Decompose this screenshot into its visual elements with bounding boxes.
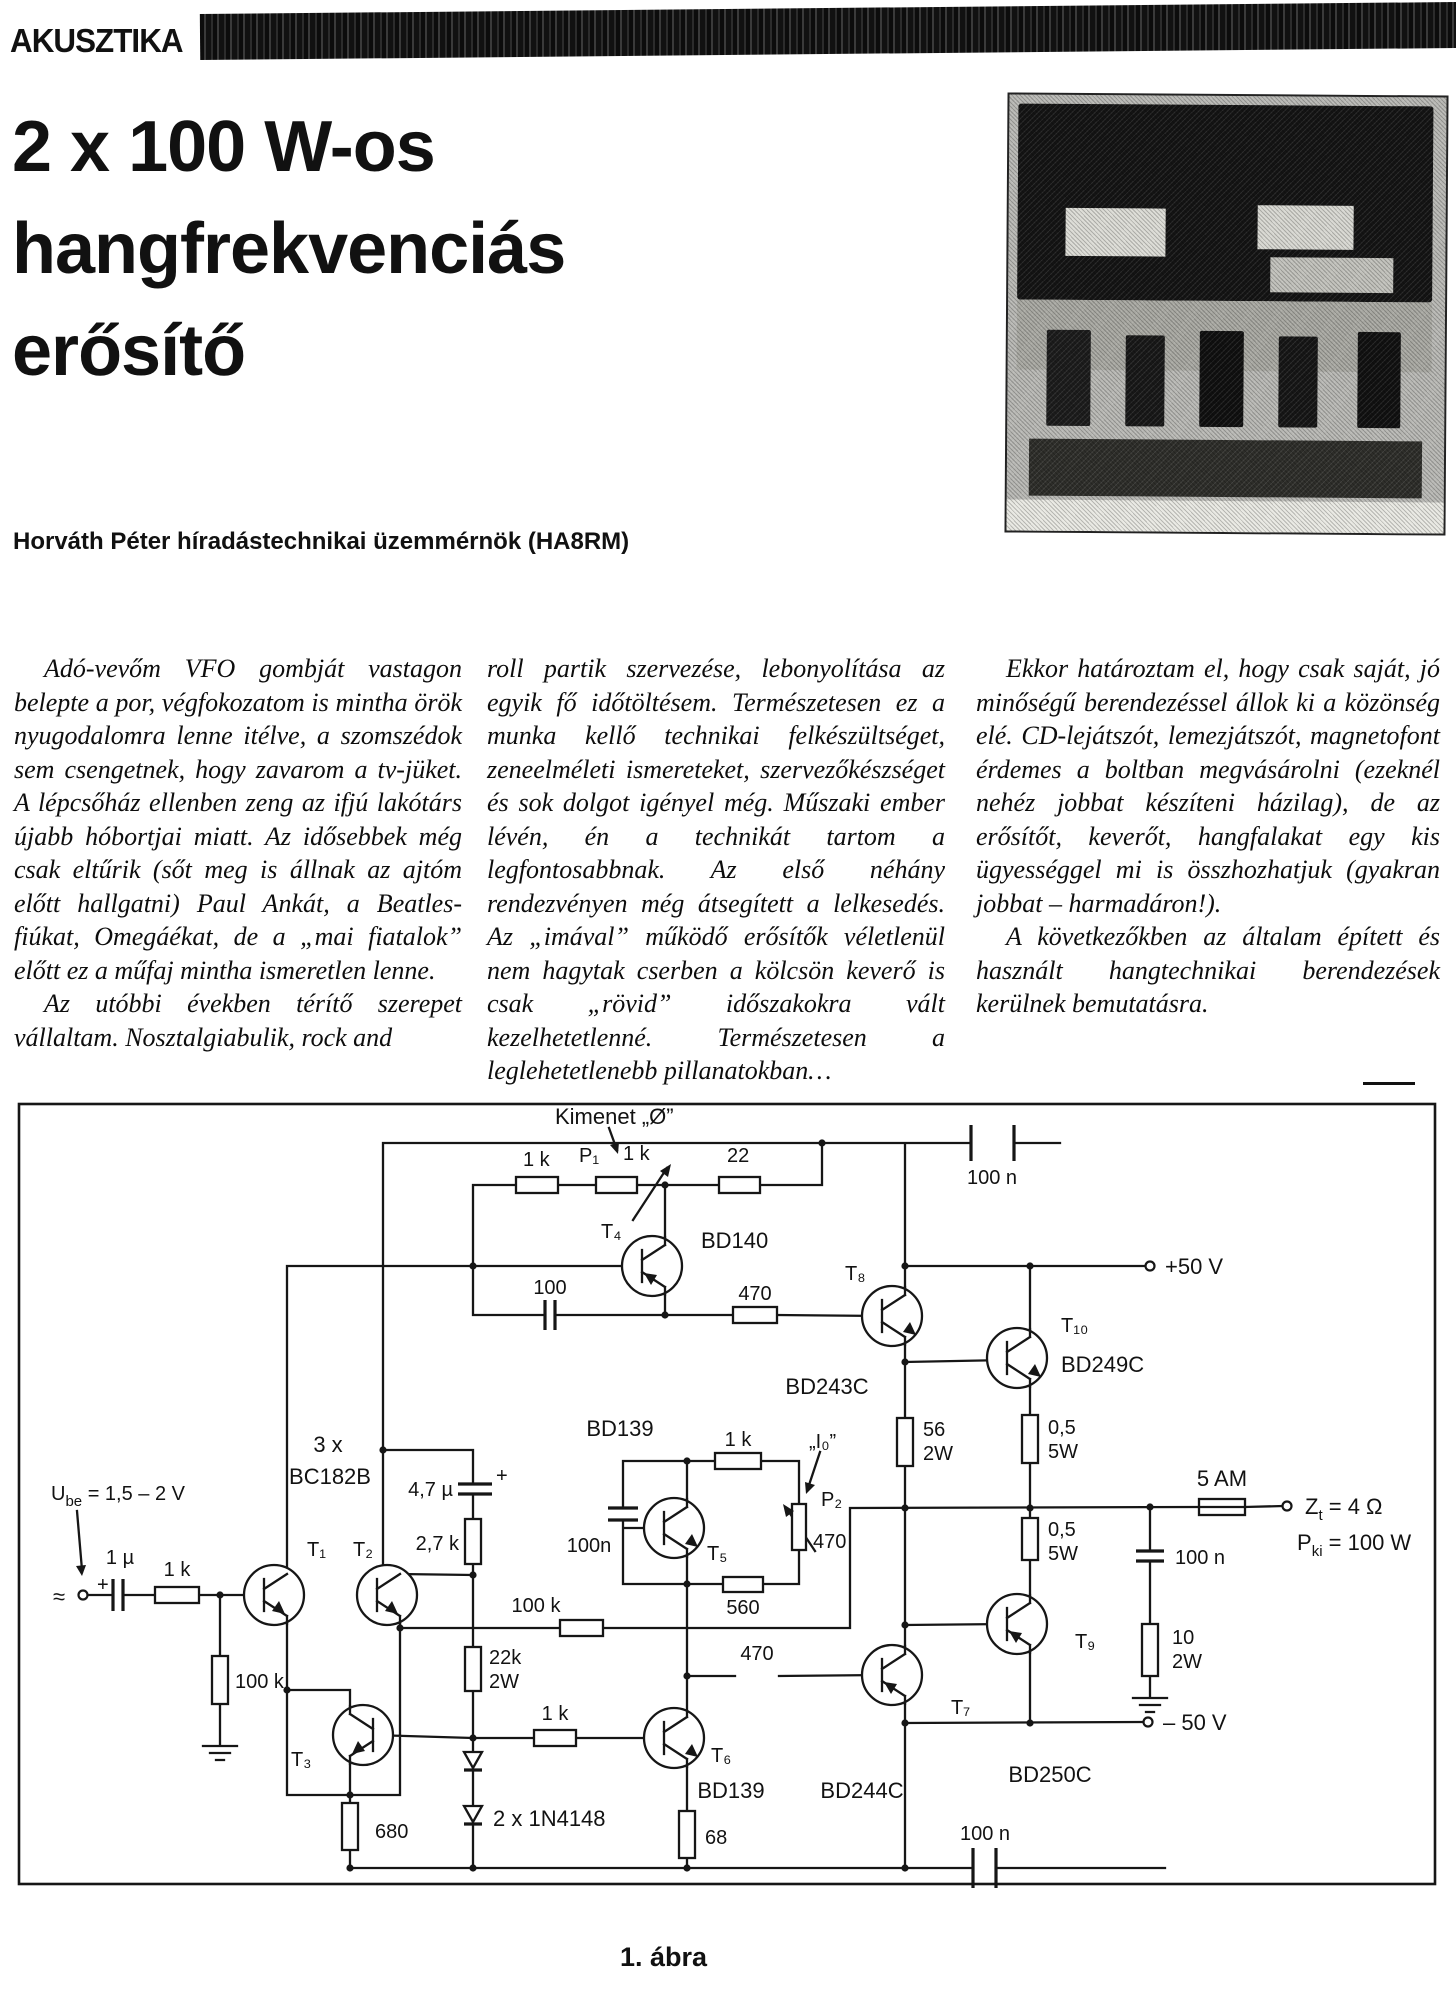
ube-label: $U_{be} = 1,5 - 2$ V	[51, 1483, 185, 1510]
resistor-680	[342, 1803, 358, 1850]
i0-arrow	[805, 1482, 815, 1494]
resistor-100k-input	[212, 1656, 228, 1704]
plus50v-terminal	[1146, 1262, 1155, 1271]
transistor-t8	[862, 1286, 922, 1346]
schematic-figure	[15, 1098, 1440, 1898]
t5-type-label: BD139	[586, 1416, 654, 1441]
transistor-t4	[622, 1236, 682, 1296]
resistor-27k	[465, 1519, 481, 1564]
c100n-top-label: 100 n	[967, 1167, 1018, 1189]
r560-label: 560	[726, 1597, 760, 1619]
r10-label: 10	[1172, 1627, 1195, 1649]
r22k-w-label: 2W	[489, 1671, 519, 1693]
r1k-t6-label: 1 k	[541, 1703, 569, 1725]
t10-label: T₁₀	[1061, 1315, 1089, 1337]
article-end-rule	[1363, 1082, 1415, 1085]
r1k-in-label: 1 k	[163, 1559, 191, 1581]
resistor-05-lower	[1022, 1518, 1038, 1560]
r1k-top-label: 1 k	[523, 1149, 550, 1171]
t2-label: T₂	[353, 1539, 373, 1561]
r56-label: 56	[923, 1419, 946, 1441]
t4-label: T₄	[601, 1221, 622, 1243]
ground-symbol-input	[203, 1746, 237, 1760]
input-terminal	[79, 1591, 88, 1600]
p2-value-label: 470	[813, 1531, 847, 1553]
fuse-label: 5 AM	[1196, 1466, 1248, 1491]
r1k-t5-label: 1 k	[724, 1429, 752, 1451]
title-line-1: 2 x 100 W-os	[12, 107, 435, 187]
transistor-t9	[987, 1594, 1047, 1654]
t5-label: T₅	[707, 1543, 728, 1565]
output-terminal	[1283, 1502, 1292, 1511]
transistor-t7	[862, 1645, 922, 1705]
resistor-100k-feedback	[560, 1620, 603, 1636]
header-band	[200, 2, 1456, 60]
r05a-label: 0,5	[1048, 1417, 1076, 1439]
bc182b-count-label: 3 x	[313, 1432, 343, 1457]
r22k-label: 22k	[489, 1647, 522, 1669]
r470-t7-label: 470	[740, 1643, 774, 1665]
c100n-out-label: 100 n	[1175, 1547, 1226, 1569]
p1-value-label: 1 k	[623, 1143, 650, 1165]
minus50v-label: – 50 V	[1163, 1710, 1227, 1735]
resistor-1k-t6	[534, 1730, 576, 1746]
author-line: Horváth Péter híradástechnikai üzemmérnök (HA8RM)	[13, 528, 630, 555]
c100n-t5-label: 100n	[566, 1535, 612, 1557]
t9-label: T₉	[1075, 1631, 1096, 1653]
t6-type-label: BD139	[697, 1778, 765, 1803]
t8-label: T₈	[845, 1263, 866, 1285]
transistor-t6	[644, 1708, 704, 1768]
r05b-w-label: 5W	[1048, 1543, 1078, 1565]
r27k-label: 2,7 k	[415, 1533, 459, 1555]
paragraph: A következőkben az általam épített és használt hangtechnikai berendezések kerülnek bemutatásra.	[976, 922, 1440, 1018]
c100n-bot-label: 100 n	[959, 1823, 1011, 1845]
paragraph: Ekkor határoztam el, hogy csak saját, jó minőségű berendezéssel állok ki a közönség elé. CD-lejátszót, lemezjátszót, magnetofont érdemes a boltban megvásárolni (ezeknél nehéz jobbat készíteni házilag), de az erősítőt, keverőt, hangfalakat egy kis ügyességgel mi is összhozhatjuk (gyakran jobbat – harmadáron!).	[976, 654, 1440, 918]
resistor-470-t8	[733, 1307, 777, 1323]
article-title	[12, 96, 565, 402]
resistor-1k-t5	[715, 1453, 761, 1469]
r10-w-label: 2W	[1172, 1651, 1202, 1673]
ground-symbol-output	[1133, 1698, 1167, 1712]
resistor-22k	[465, 1647, 481, 1691]
transistor-t10	[987, 1328, 1047, 1388]
title-line-2: hangfrekvenciás	[12, 209, 566, 289]
transistor-t2	[357, 1565, 417, 1625]
title-line-3: erősítő	[12, 311, 246, 391]
resistor-05-upper	[1022, 1415, 1038, 1463]
transistor-t5	[644, 1498, 704, 1558]
resistor-68	[679, 1811, 695, 1858]
paragraph: roll partik szervezése, lebonyolítása az egyik fő időtöltésem. Természetesen ez a munka kellő technikai felkészültséget, zeneelméleti ismereteket, szervezőkészséget és sok dolgot igényel még. Műszaki ember lévén, én a technikát tartom a legfontosabbnak. Az első néhány rendezvényen még átsegített a lelkesedés. Az „imával” működő erősítők véletlenül nem hagytak cserben a kölcsön keverő is csak „rövid” időszakokra vált kezelhetetlenné. Természetesen a leglehetetlenebb pillanatokban…	[487, 654, 945, 1085]
t7-label: T₇	[951, 1697, 971, 1719]
t4-type-label: BD140	[701, 1228, 769, 1253]
resistor-560	[723, 1577, 763, 1592]
r22-label: 22	[727, 1145, 750, 1167]
transistor-t1	[244, 1565, 304, 1625]
minus50v-terminal	[1144, 1718, 1153, 1727]
diodes-label: 2 x 1N4148	[493, 1806, 606, 1831]
c47u-label: 4,7 µ	[408, 1479, 453, 1501]
r05b-label: 0,5	[1048, 1519, 1076, 1541]
load-impedance-label: $Z_t = 4$ Ω	[1305, 1494, 1383, 1524]
resistor-56	[897, 1418, 913, 1466]
resistor-1k-feedback	[516, 1177, 558, 1193]
t8-type-label: BD243C	[785, 1374, 869, 1399]
t9-type-label: BD250C	[1008, 1762, 1092, 1787]
output-zero-label: Kimenet „Ø”	[555, 1104, 674, 1129]
r05a-w-label: 5W	[1048, 1441, 1078, 1463]
c100-label: 100	[533, 1277, 567, 1299]
r100k-in-label: 100 k	[235, 1671, 284, 1693]
c1u-plus-label: +	[97, 1574, 109, 1596]
t10-type-label: BD249C	[1061, 1352, 1145, 1377]
t3-label: T₃	[291, 1749, 312, 1771]
r680-label: 680	[375, 1821, 409, 1843]
t7-type-label: BD244C	[820, 1778, 904, 1803]
p2-label: P₂	[821, 1489, 843, 1511]
section-label: AKUSZTIKA	[10, 22, 183, 59]
figure-caption: 1. ábra	[620, 1942, 708, 1972]
r68-label: 68	[705, 1827, 728, 1849]
r470-t8-label: 470	[738, 1283, 772, 1305]
plus50v-label: +50 V	[1165, 1254, 1224, 1279]
article-photo	[1006, 94, 1446, 533]
paragraph: Az utóbbi években térítő szerepet vállaltam. Nosztalgiabulik, rock and	[14, 989, 462, 1052]
circuit-schematic	[15, 1098, 1440, 1898]
resistor-10	[1142, 1624, 1158, 1676]
ac-symbol: ≈	[53, 1584, 66, 1609]
article-column-2	[487, 652, 945, 1092]
resistor-1k-input	[155, 1587, 199, 1603]
ube-arrow	[76, 1565, 86, 1576]
r100k-fb-label: 100 k	[511, 1595, 561, 1617]
p1-label: P₁	[579, 1145, 600, 1167]
transistor-t3	[333, 1705, 393, 1765]
c47u-plus-label: +	[496, 1465, 508, 1487]
r56-w-label: 2W	[923, 1443, 953, 1465]
bc182b-type-label: BC182B	[289, 1464, 371, 1489]
t6-label: T₆	[711, 1745, 732, 1767]
resistor-22	[719, 1177, 760, 1193]
schematic-frame	[19, 1104, 1435, 1884]
potentiometer-p2	[792, 1504, 806, 1550]
paragraph: Adó-vevőm VFO gombját vastagon belepte a por, végfokozatom is mintha örök nyugodalomra lenne itélve, a szomszédok sem csengetnek, hogy zavarom a tv-jüket. A lépcsőház ellenben zeng az ifjú lakótárs újabb hóbortjai miatt. Az idősebbek még csak eltűrik (sőt meg is állnak az ajtóm előtt hallgatni) Paul Ankát, a Beatles-fiúkat, Omegáékat, de a „mai fiatalok” előtt ez a műfaj mintha ismeretlen lenne.	[14, 654, 462, 985]
potentiometer-p1	[596, 1177, 637, 1193]
output-power-label: $P_{ki} = 100$ W	[1297, 1530, 1412, 1560]
c1u-label: 1 µ	[105, 1547, 135, 1569]
article-column-3	[976, 652, 1440, 1092]
article-column-1	[14, 652, 462, 1092]
i0-label: „I₀”	[809, 1431, 837, 1453]
t1-label: T₁	[307, 1539, 326, 1561]
